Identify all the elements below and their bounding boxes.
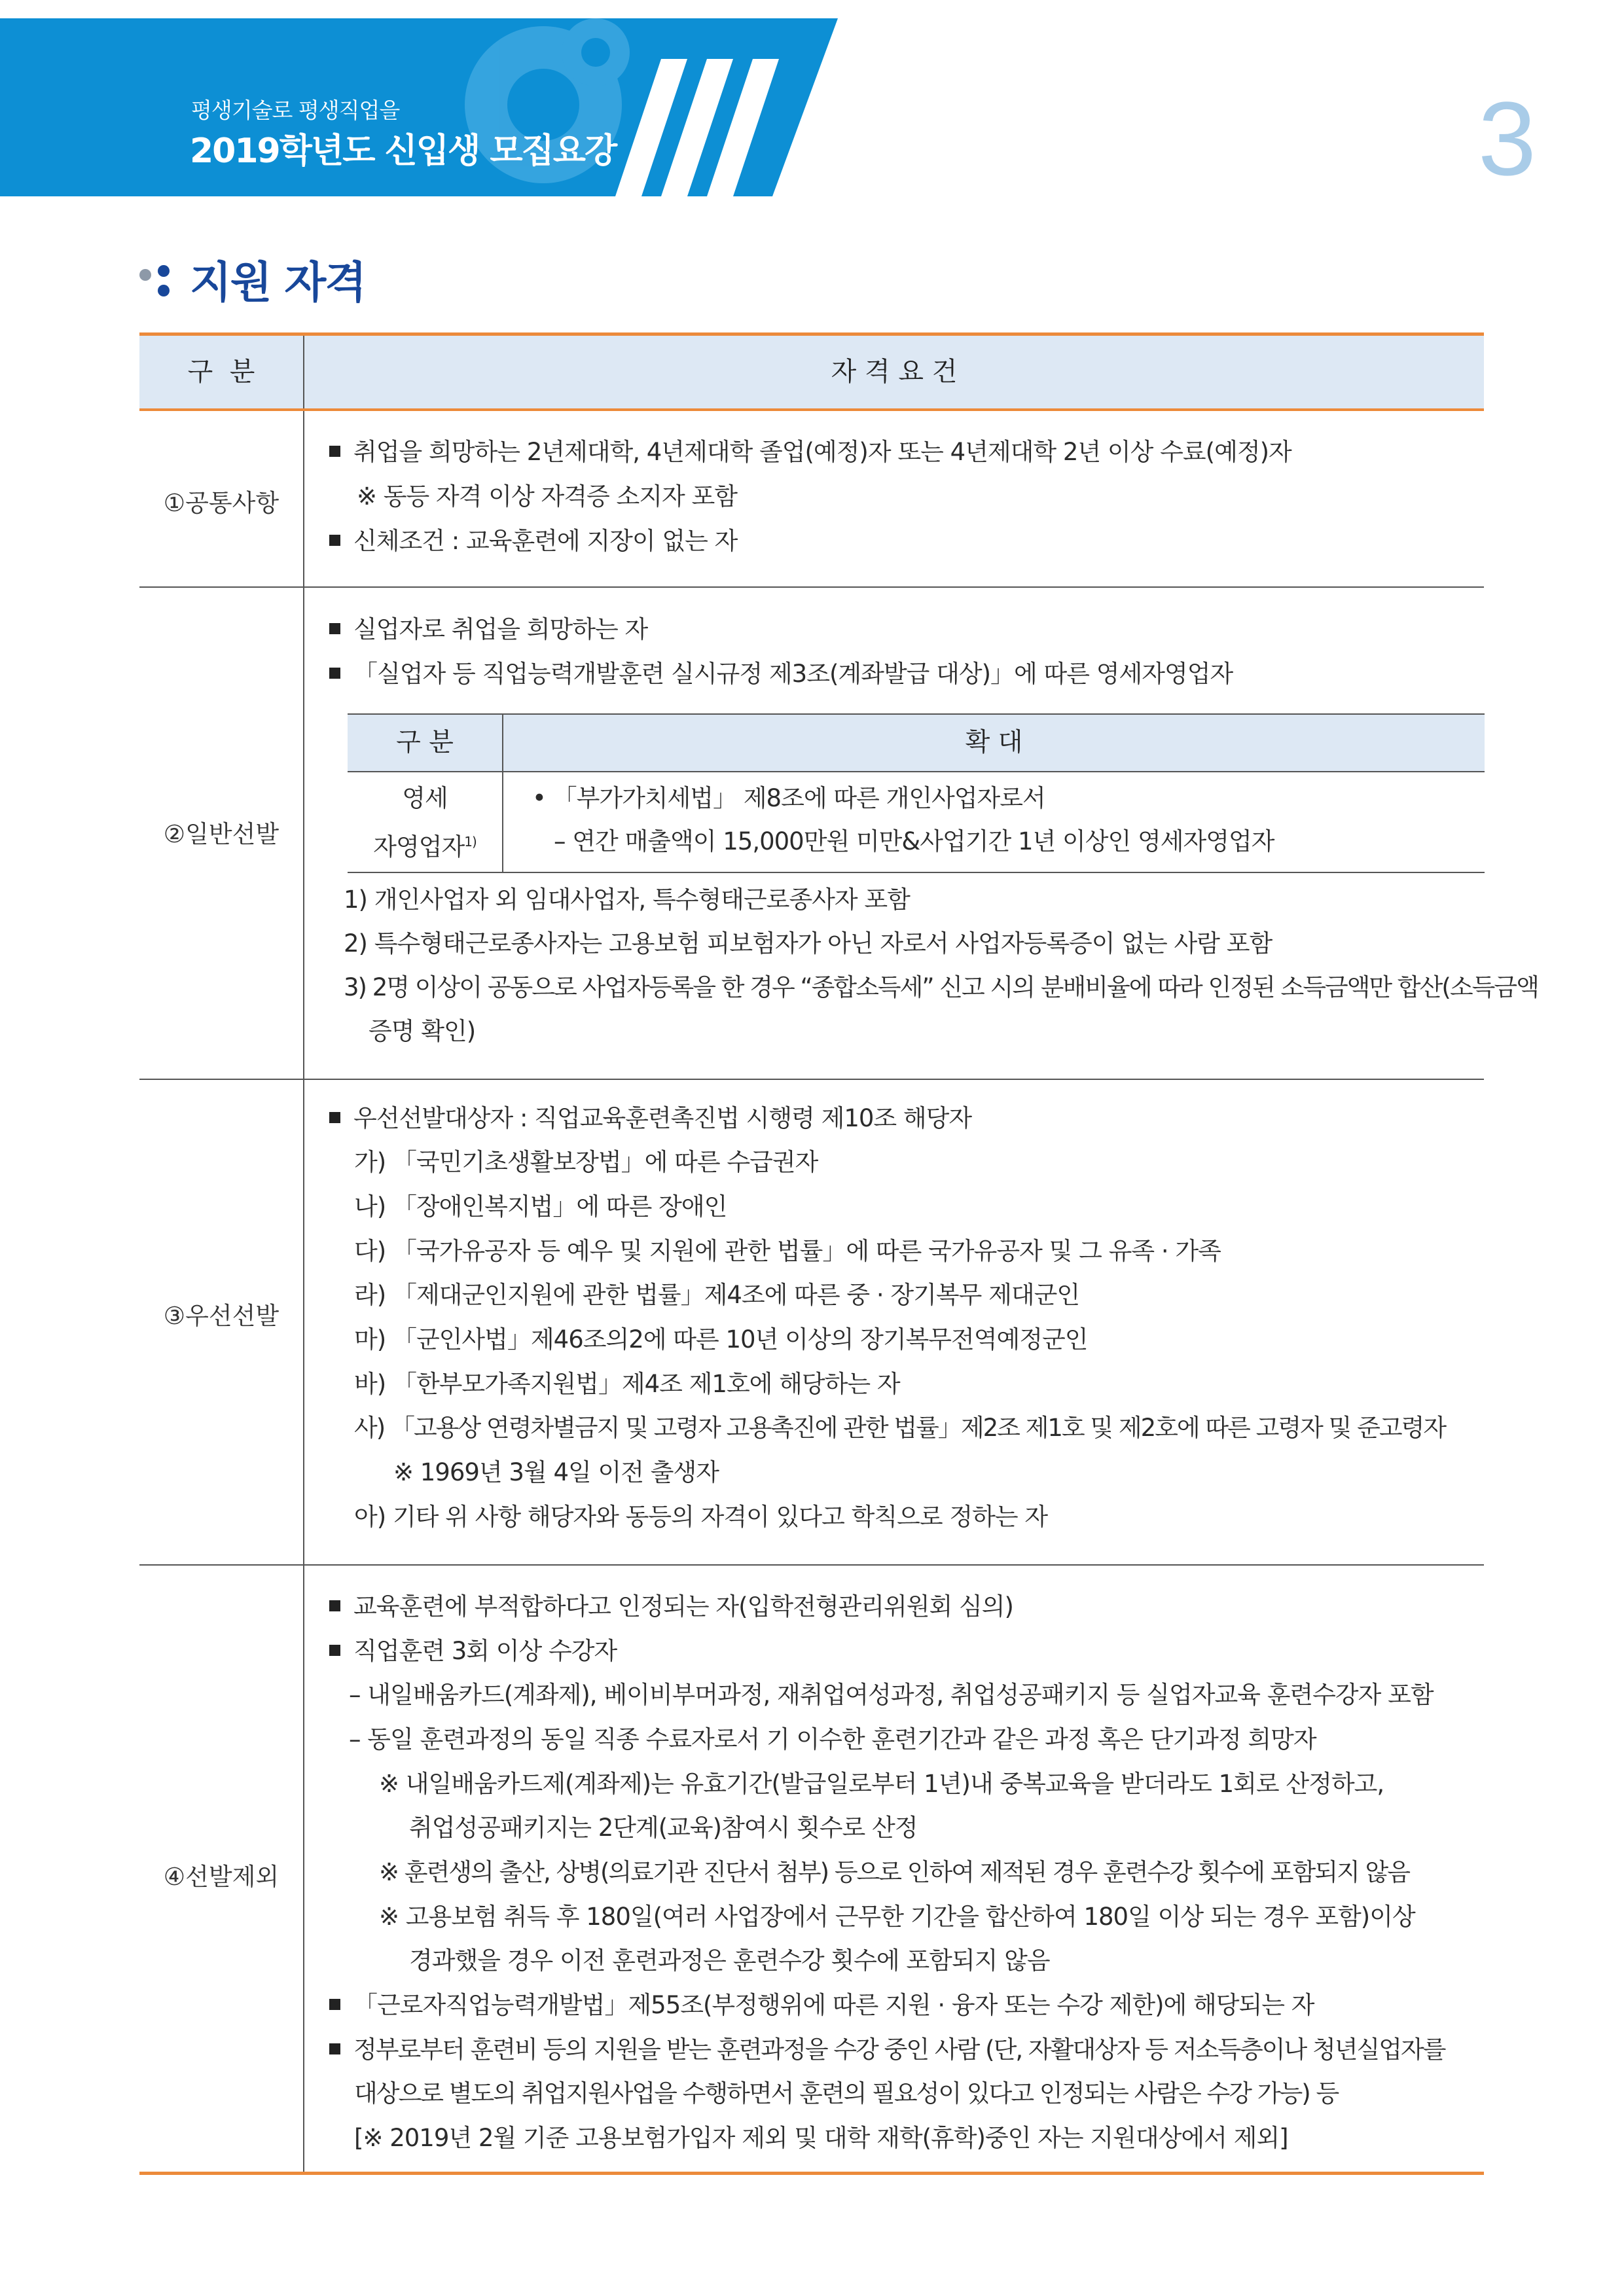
- list-item: [※ 2019년 2월 기준 고용보험가입자 제외 및 대학 재학(휴학)중인 자는 지원대상에서 제외]: [354, 2124, 1288, 2152]
- list-item: 나) 「장애인복지법」에 따른 장애인: [354, 1193, 727, 1221]
- square-bullet-icon: [329, 1600, 340, 1611]
- section-title: 지원 자격: [190, 257, 366, 308]
- list-item: 라) 「제대군인지원에 관한 법률」제4조에 따른 중 · 장기복무 제대군인: [354, 1281, 1080, 1309]
- column-divider: [303, 1566, 304, 2172]
- header-banner: [0, 0, 1624, 196]
- table-row-common: [139, 411, 1484, 588]
- list-item: 마) 「군인사법」제46조의2에 따른 10년 이상의 장기복무전역예정군인: [354, 1325, 1088, 1354]
- list-item: – 내일배움카드(계좌제), 베이비부머과정, 재취업여성과정, 취업성공패키지 등 실업자교육 훈련수강자 포함: [349, 1681, 1434, 1709]
- square-bullet-icon: [329, 446, 340, 457]
- column-divider: [303, 411, 304, 586]
- line-text: 교육훈련에 부적합하다고 인정되는 자(입학전형관리위원회 심의): [353, 1592, 1013, 1621]
- square-bullet-icon: [329, 535, 340, 546]
- column-divider: [502, 771, 503, 872]
- list-item: [329, 1104, 971, 1133]
- table-row-priority: [139, 1080, 1484, 1566]
- list-item: 바) 「한부모가족지원법」제4조 제1호에 해당하는 자: [354, 1370, 900, 1398]
- list-item: [329, 2036, 1445, 2064]
- list-item: ※ 1969년 3월 4일 이전 출생자: [393, 1458, 719, 1486]
- list-item: ※ 내일배움카드제(계좌제)는 유효기간(발급일로부터 1년)내 중복교육을 받더라도 1회로 산정하고,: [379, 1770, 1384, 1798]
- list-item: ※ 동등 자격 이상 자격증 소지자 포함: [357, 482, 737, 511]
- list-item: 경과했을 경우 이전 훈련과정은 훈련수강 횟수에 포함되지 않음: [409, 1946, 1050, 1975]
- inner-row-line2: – 연간 매출액이 15,000만원 미만&사업기간 1년 이상인 영세자영업자: [554, 827, 1274, 855]
- square-bullet-icon: [329, 1645, 340, 1656]
- inner-row-line1: • 「부가가치세법」 제8조에 따른 개인사업자로서: [532, 784, 1045, 812]
- list-item: [329, 438, 1291, 467]
- inner-row-label-line2: [348, 827, 502, 861]
- line-text: 신체조건 : 교육훈련에 지장이 없는 자: [353, 527, 738, 555]
- inner-row-label-line1: 영세: [402, 784, 448, 812]
- square-bullet-icon: [329, 668, 340, 679]
- table-row-excluded: [139, 1566, 1484, 2172]
- list-item: 아) 기타 위 사항 해당자와 동등의 자격이 있다고 학칙으로 정하는 자: [354, 1503, 1048, 1531]
- list-item: ※ 훈련생의 출산, 상병(의료기관 진단서 첨부) 등으로 인하여 제적된 경우 훈련수강 횟수에 포함되지 않음: [379, 1858, 1409, 1886]
- line-text: 직업훈련 3회 이상 수강자: [353, 1637, 617, 1665]
- header-requirements: 자 격 요 건: [831, 357, 958, 387]
- list-item: [329, 527, 737, 556]
- square-bullet-icon: [329, 1999, 340, 2010]
- list-item: 대상으로 별도의 취업지원사업을 수행하면서 훈련의 필요성이 있다고 인정되는 사람은 수강 가능) 등: [354, 2079, 1339, 2108]
- list-item: 다) 「국가유공자 등 예우 및 지원에 관한 법률」에 따른 국가유공자 및 그 유족 · 가족: [354, 1237, 1221, 1265]
- row-label-common: ①공통사항: [163, 489, 280, 517]
- row-label-priority: ③우선선발: [163, 1302, 280, 1330]
- list-item: – 동일 훈련과정의 동일 직종 수료자로서 기 이수한 훈련기간과 같은 과정 혹은 단기과정 희망자: [349, 1725, 1316, 1753]
- square-bullet-icon: [329, 1112, 340, 1123]
- line-text: 「실업자 등 직업능력개발훈련 실시규정 제3조(계좌발급 대상)」에 따른 영세자영업자: [353, 660, 1233, 688]
- list-item: 취업성공패키지는 2단계(교육)참여시 횟수로 산정: [409, 1814, 918, 1842]
- inner-header-category: 구 분: [396, 728, 454, 757]
- inner-table-row: [348, 771, 1485, 873]
- list-item: [329, 1592, 1013, 1621]
- line-text: 실업자로 취업을 희망하는 자: [353, 615, 648, 643]
- list-item: [329, 660, 1233, 689]
- inner-table-header: [348, 713, 1485, 772]
- table-header-row: [139, 332, 1484, 411]
- list-item: [329, 615, 647, 644]
- header-category: 구 분: [187, 357, 255, 387]
- footnote-marker: 1): [464, 834, 477, 850]
- inner-header-expansion: 확 대: [965, 728, 1023, 757]
- line-text: 취업을 희망하는 2년제대학, 4년제대학 졸업(예정)자 또는 4년제대학 2년 이상 수료(예정)자: [353, 438, 1291, 466]
- row-label-excluded: ④선발제외: [163, 1863, 280, 1891]
- square-bullet-icon: [329, 2043, 340, 2054]
- list-item: ※ 고용보험 취득 후 180일(여러 사업장에서 근무한 기간을 합산하여 180일 이상 되는 경우 포함)이상: [379, 1903, 1415, 1931]
- table-bottom-rule: [139, 2172, 1484, 2175]
- line-text: 우선선발대상자 : 직업교육훈련촉진법 시행령 제10조 해당자: [353, 1104, 972, 1132]
- footnote: 3) 2명 이상이 공동으로 사업자등록을 한 경우 “종합소득세” 신고 시의 분배비율에 따라 인정된 소득금액만 합산(소득금액: [344, 973, 1538, 1001]
- list-item: [329, 1991, 1314, 2020]
- line-text: 정부로부터 훈련비 등의 지원을 받는 훈련과정을 수강 중인 사람 (단, 자활대상자 등 저소득층이나 청년실업자를: [353, 2036, 1445, 2064]
- table-row-general: [139, 588, 1538, 1080]
- inner-row-label-text: 자영업자: [373, 833, 465, 861]
- column-divider: [303, 588, 304, 1079]
- square-bullet-icon: [329, 623, 340, 634]
- footnote: 2) 특수형태근로종사자는 고용보험 피보험자가 아닌 자로서 사업자등록증이 없는 사람 포함: [344, 929, 1272, 958]
- header-subtitle: 평생기술로 평생직업을: [191, 98, 400, 123]
- header-title: 2019학년도 신입생 모집요강: [190, 132, 617, 171]
- row-label-general: ②일반선발: [163, 820, 280, 848]
- list-item: [329, 1637, 617, 1666]
- dots-icon: [137, 262, 177, 301]
- column-divider: [303, 1080, 304, 1564]
- footnote: 증명 확인): [369, 1017, 476, 1045]
- list-item: 가) 「국민기초생활보장법」에 따른 수급권자: [354, 1148, 818, 1176]
- footnote: 1) 개인사업자 외 임대사업자, 특수형태근로종사자 포함: [344, 886, 910, 914]
- list-item: 사) 「고용상 연령차별금지 및 고령자 고용촉진에 관한 법률」제2조 제1호 및 제2호에 따른 고령자 및 준고령자: [354, 1414, 1446, 1442]
- line-text: 「근로자직업능력개발법」제55조(부정행위에 따른 지원 · 융자 또는 수강 제한)에 해당되는 자: [353, 1991, 1314, 2019]
- page-number: 3: [1478, 80, 1536, 197]
